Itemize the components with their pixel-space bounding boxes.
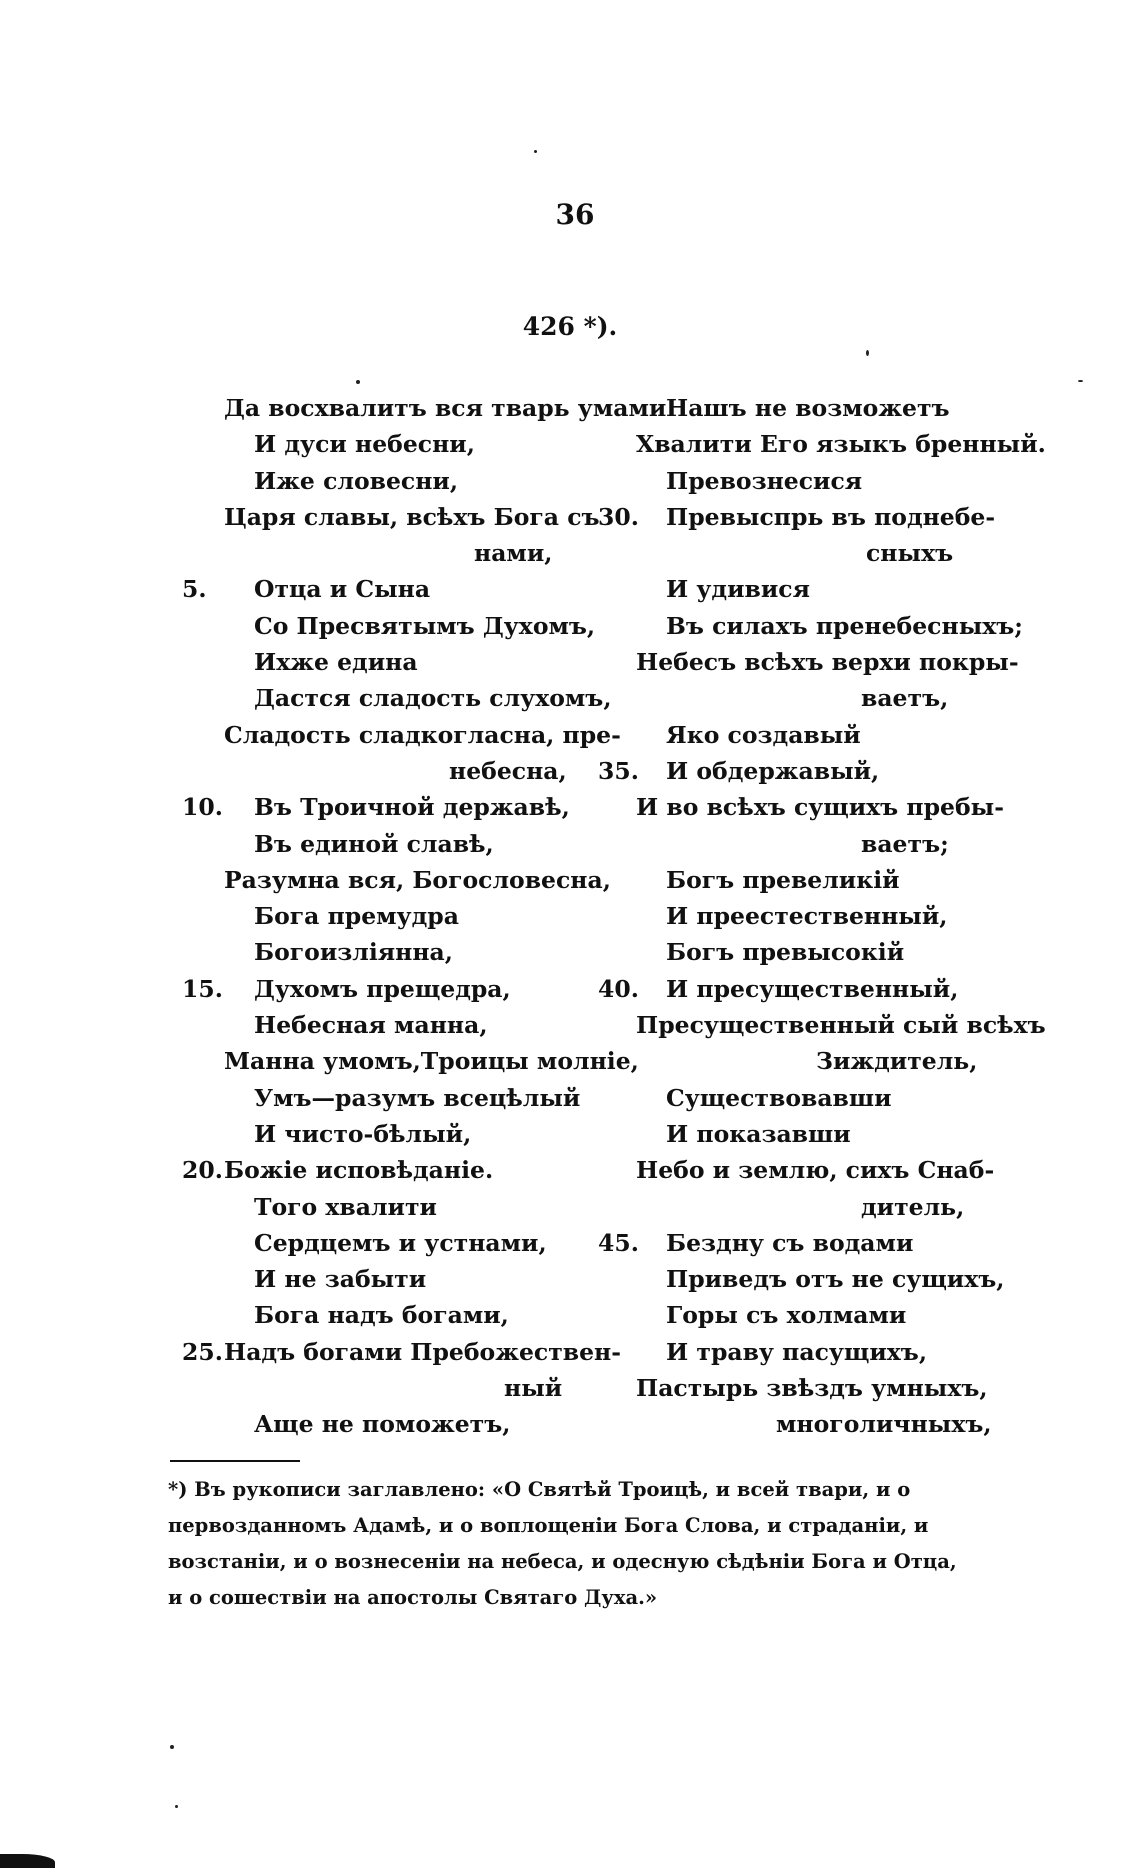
scan-speck (534, 150, 537, 153)
poem-line (184, 1406, 560, 1442)
poem-line (596, 463, 976, 499)
poem-line (596, 1370, 988, 1406)
line-text: Сладость сладкогласна, пре- (224, 720, 621, 749)
line-text: Въ единой славѣ, (254, 829, 494, 858)
poem-line (596, 1225, 976, 1261)
poem-line (596, 971, 976, 1007)
poem-line (184, 680, 612, 716)
line-text: Зиждитель, (816, 1047, 978, 1076)
line-text: И во всѣхъ сущихъ пребы- (636, 793, 1004, 822)
line-text: нами, (474, 539, 553, 568)
line-text: Надъ богами Пребожествен- (224, 1337, 622, 1366)
poem-line (596, 1261, 1005, 1297)
poem-line (184, 1261, 560, 1297)
line-number: 35. (598, 756, 639, 785)
poem-line (596, 1152, 995, 1188)
line-text: Превыспрь въ поднебе- (666, 502, 996, 531)
poem-line (184, 390, 667, 426)
line-text: Дастся сладость слухомъ, (254, 684, 612, 713)
line-text: И обдержавый, (666, 756, 880, 785)
poem-line (596, 1080, 976, 1116)
line-text: Приведъ отъ не сущихъ, (666, 1265, 1005, 1294)
line-text: небесна, (449, 756, 567, 785)
scan-speck (1078, 380, 1083, 382)
line-text: И дуси небесни, (254, 430, 475, 459)
poem-line (184, 644, 560, 680)
scan-speck (170, 1745, 174, 1749)
line-text: Въ силахъ пренебесныхъ; (666, 611, 1023, 640)
poem-line (184, 1116, 560, 1152)
scan-speck (175, 1805, 178, 1808)
footnote-rule (170, 1460, 300, 1462)
poem-line (596, 571, 976, 607)
poem-line (184, 463, 560, 499)
poem-line (596, 499, 996, 535)
line-text: Разумна вся, Богословесна, (224, 865, 611, 894)
line-text: И не забыти (254, 1265, 427, 1294)
poem-line (184, 571, 560, 607)
line-text: Бога надъ богами, (254, 1301, 509, 1330)
line-text: Пресущественный сый всѣхъ (636, 1011, 1046, 1040)
poem-line (184, 862, 611, 898)
line-text: Царя славы, всѣхъ Бога съ (224, 502, 600, 531)
line-text: Иже словесни, (254, 466, 459, 495)
line-text: Въ Троичной державѣ, (254, 793, 570, 822)
line-text: Манна умомъ,Троицы молніе, (224, 1047, 639, 1076)
line-text: Да восхвалитъ вся тварь умами (224, 394, 667, 422)
line-text: Бездну съ водами (666, 1228, 914, 1257)
line-text: Нашъ не возможетъ (666, 394, 950, 422)
line-number: 15. (182, 974, 223, 1003)
poem-line (596, 644, 1019, 680)
poem-line (184, 1297, 560, 1333)
line-text: Богоизліянна, (254, 938, 453, 967)
poem-line (596, 934, 976, 970)
poem-line (596, 789, 1004, 825)
poem-line (184, 826, 560, 862)
poem-line (596, 862, 976, 898)
line-text: И пресущественный, (666, 974, 959, 1003)
poem-line (184, 1189, 560, 1225)
line-number: 45. (598, 1228, 639, 1257)
poem-line (184, 535, 560, 571)
poem-line (596, 535, 976, 571)
line-text: Горы съ холмами (666, 1301, 907, 1330)
poem-line (184, 1225, 560, 1261)
line-number: 40. (598, 974, 639, 1003)
line-text: Богъ превысокій (666, 938, 905, 967)
line-text: Небесная манна, (254, 1011, 488, 1040)
line-text: сныхъ (866, 539, 954, 568)
line-number: 5. (182, 575, 207, 604)
poem-line (182, 789, 570, 825)
poem-line (184, 608, 596, 644)
poem-line (596, 1116, 976, 1152)
line-text: ваетъ, (861, 684, 949, 713)
line-text: Небо и землю, сихъ Снаб- (636, 1156, 995, 1185)
line-text: Умъ—разумъ всецѣлый (254, 1083, 581, 1112)
poem-line (596, 390, 976, 426)
poem-line (596, 1406, 992, 1442)
line-text: Пастырь звѣздъ умныхъ, (636, 1374, 988, 1403)
poem-line (596, 1189, 976, 1225)
line-number: 20. (182, 1156, 223, 1185)
line-text: И преестественный, (666, 902, 948, 931)
poem-line (184, 753, 567, 789)
line-text: Хвалити Его языкъ бренный. (636, 430, 1046, 459)
poem-right-column (596, 390, 1046, 1443)
poem-line (184, 1043, 639, 1079)
poem-heading: 426 *). (522, 312, 618, 341)
line-text: И показавши (666, 1119, 851, 1148)
line-text: Превознесися (666, 466, 863, 495)
line-text: Духомъ прещедра, (254, 974, 511, 1003)
poem-line (596, 826, 976, 862)
line-text: Ихже едина (254, 648, 418, 677)
poem-line (596, 717, 976, 753)
line-text: дитель, (861, 1192, 965, 1221)
line-text: Аще не поможетъ, (254, 1410, 511, 1439)
line-text: Бога премудра (254, 902, 459, 931)
poem-line (596, 1297, 976, 1333)
poem-line (184, 1370, 563, 1406)
poem-line (596, 1007, 1046, 1043)
poem-line (184, 717, 621, 753)
line-text: И траву пасущихъ, (666, 1337, 928, 1366)
poem-line (184, 1152, 560, 1188)
page-number: 36 (555, 198, 595, 231)
line-number: 30. (598, 502, 639, 531)
poem-line (596, 426, 1046, 462)
poem-line (184, 898, 560, 934)
line-text: Со Пресвятымъ Духомъ, (254, 611, 596, 640)
line-text: многоличныхъ, (776, 1410, 992, 1439)
poem-line (596, 898, 976, 934)
line-number: 10. (182, 793, 223, 822)
line-text: И чисто-бѣлый, (254, 1119, 472, 1148)
poem-line (184, 499, 600, 535)
poem-line (596, 680, 976, 716)
poem-line (184, 1007, 560, 1043)
poem-line (184, 1080, 581, 1116)
line-text: Яко создавый (666, 720, 861, 749)
scan-corner-blot (0, 1854, 55, 1868)
poem-line (184, 971, 560, 1007)
line-text: Сердцемъ и устнами, (254, 1228, 547, 1257)
line-text: ваетъ; (861, 829, 949, 858)
scan-speck (866, 350, 869, 356)
line-text: Богъ превеликій (666, 865, 900, 894)
line-number: 25. (182, 1337, 223, 1366)
poem-line (596, 1334, 976, 1370)
line-text: Существовавши (666, 1083, 892, 1112)
footnote: *) Въ рукописи заглавлено: «О Святѣй Троицѣ, и всей твари, и о первозданномъ Адамѣ, и о воплощеніи Бога Слова, и страданіи, и возстаніи, и о вознесеніи на небеса, и одесную сѣдѣніи Бога и Отца, и о сошествіи на апостолы Святаго Духа.» (168, 1478, 957, 1609)
scan-speck (356, 380, 360, 384)
line-text: Того хвалити (254, 1192, 437, 1221)
poem-line (596, 753, 976, 789)
poem-line (184, 934, 560, 970)
line-text: И удивися (666, 575, 810, 604)
line-text: ный (504, 1374, 563, 1403)
poem-line (596, 608, 1023, 644)
line-text: Небесъ всѣхъ верхи покры- (636, 648, 1019, 677)
line-text: Божіе исповѣданіе. (224, 1156, 494, 1185)
line-text: Отца и Сына (254, 575, 431, 604)
poem-line (184, 426, 560, 462)
poem-line (596, 1043, 976, 1079)
poem-line (182, 1334, 622, 1370)
